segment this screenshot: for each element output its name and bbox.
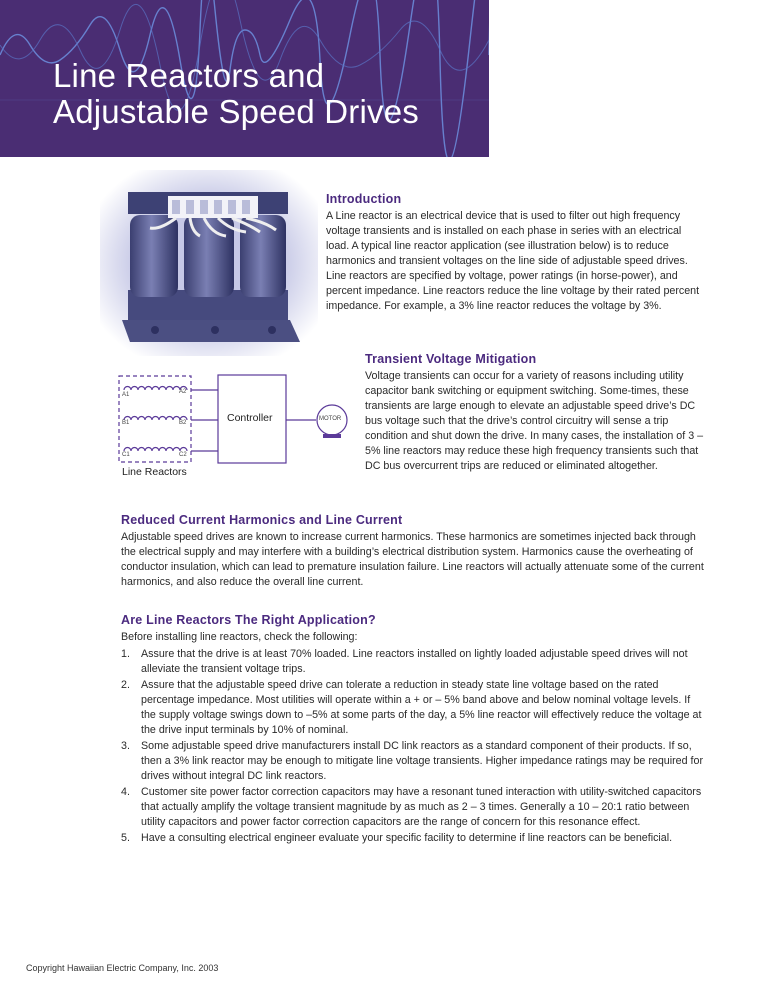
transient-heading: Transient Voltage Mitigation bbox=[365, 352, 537, 366]
application-section bbox=[121, 613, 706, 847]
label-b2: B2 bbox=[179, 420, 187, 426]
introduction-body: A Line reactor is an electrical device that is used to filter out high frequency voltage transients and is installed on each phase in series with an electrical load. A typical line reactor application (see illustration below) is to reduce harmonics and transient voltages on the line side of adjustable speed drives. Line reactors are specified by voltage, power ratings (in horse-power), and percent impedance. Line reactors reduce the line voltage by their rated percent impedance. For example, a 3% line reactor reduces the voltage by 3%. bbox=[326, 210, 700, 312]
diagram-caption: Line Reactors bbox=[122, 466, 187, 478]
line-reactor-diagram bbox=[116, 370, 352, 482]
motor-label: MOTOR bbox=[319, 416, 342, 422]
list-number: 4. bbox=[121, 786, 130, 798]
list-number: 5. bbox=[121, 832, 130, 844]
list-number: 2. bbox=[121, 679, 130, 691]
list-number: 1. bbox=[121, 648, 130, 660]
list-item bbox=[121, 831, 706, 846]
label-a1: A1 bbox=[122, 392, 130, 398]
checklist bbox=[121, 647, 706, 846]
copyright-footer: Copyright Hawaiian Electric Company, Inc. 2003 bbox=[26, 963, 219, 973]
label-c1: C1 bbox=[122, 452, 130, 458]
title-line-2: Adjustable Speed Drives bbox=[53, 93, 419, 130]
introduction-section bbox=[326, 192, 706, 314]
application-lead: Before installing line reactors, check the following: bbox=[121, 631, 358, 643]
title-line-1: Line Reactors and bbox=[53, 57, 325, 94]
label-c2: C2 bbox=[179, 452, 187, 458]
list-number: 3. bbox=[121, 740, 130, 752]
introduction-heading: Introduction bbox=[326, 192, 402, 206]
list-text: Some adjustable speed drive manufacturers install DC link reactors as a standard component of their products. If so, then a 3% link reactor may be enough to mitigate line voltage transients. Higher impedance ratings may be required for drives without integral DC link reactors. bbox=[141, 740, 703, 782]
transient-body: Voltage transients can occur for a variety of reasons including utility capacitor bank switching or equipment switching. Some-times, these transients are large enough to elevate an adjustable speed drive’s DC bus voltage such that the drive’s control circuitry will sense a trip condition and shut down the drive. In many cases, the installation of 3 – 5% line reactors may reduce these high frequency transients such that DC bus overcurrent trips are reduced or eliminated altogether. bbox=[365, 370, 704, 472]
harmonics-section bbox=[121, 513, 706, 590]
list-text: Customer site power factor correction capacitors may have a resonant tuned interaction with utility-switched capacitors that actually amplify the voltage transient magnitude by as much as 2 – 3 times. Generally a 10 – 20:1 ratio between utility capacitors and power factor correction capacitors are the range of concern for this resonance effect. bbox=[141, 786, 702, 828]
label-a2: A2 bbox=[179, 389, 187, 395]
harmonics-body: Adjustable speed drives are known to increase current harmonics. These harmonics are sometimes injected back through the electrical supply and may interfere with a building’s electrical distribution system. Harmonics cause the overheating of conductor insulation, which can lead to premature insulation failure. Line reactors will actually attenuate some of the current harmonics, and also reduce the overall line current. bbox=[121, 531, 704, 588]
list-item bbox=[121, 785, 706, 830]
transient-section bbox=[365, 352, 705, 474]
list-item bbox=[121, 678, 706, 738]
application-heading: Are Line Reactors The Right Application? bbox=[121, 613, 376, 627]
page-title bbox=[53, 58, 419, 130]
label-b1: B1 bbox=[122, 420, 130, 426]
title-banner bbox=[0, 0, 489, 157]
list-item bbox=[121, 739, 706, 784]
controller-label: Controller bbox=[227, 412, 273, 424]
harmonics-heading: Reduced Current Harmonics and Line Current bbox=[121, 513, 403, 527]
list-text: Assure that the drive is at least 70% loaded. Line reactors installed on lightly loaded adjustable speed drives will not alleviate the transient voltage trips. bbox=[141, 648, 688, 675]
list-text: Have a consulting electrical engineer evaluate your specific facility to determine if line reactors can be beneficial. bbox=[141, 832, 673, 844]
list-text: Assure that the adjustable speed drive can tolerate a reduction in steady state line voltage based on the rated percentage impedance. Most utilities will operate within a + or – 5% band above and below nominal voltage levels. If the supply voltage swings down to –5% at some parts of the day, a 5% line reactor will effectively reduce the voltage at the drive input terminals by 10% of nominal. bbox=[141, 679, 702, 736]
list-item bbox=[121, 647, 706, 677]
line-reactor-photo bbox=[100, 170, 318, 356]
